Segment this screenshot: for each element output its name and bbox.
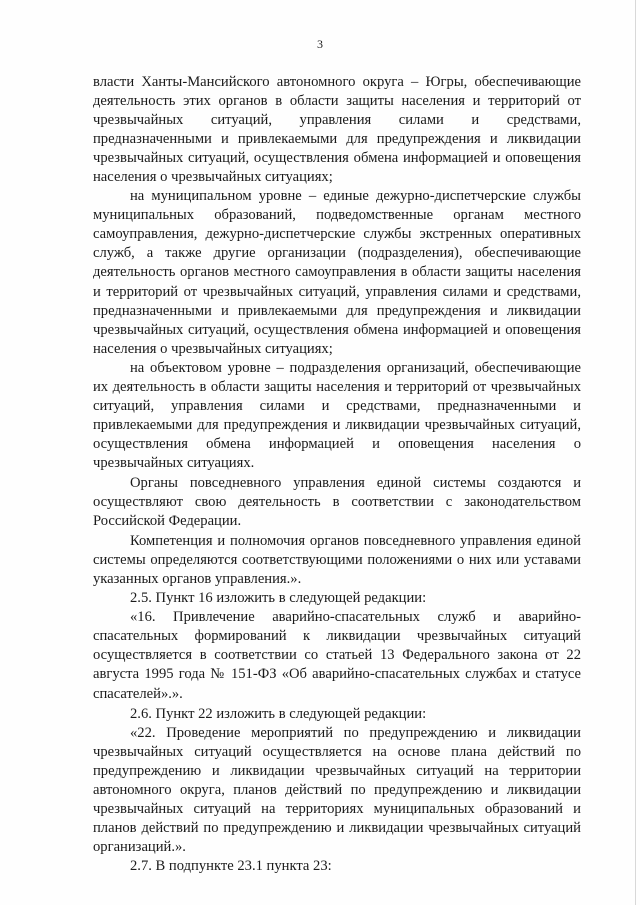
paragraph-item-2-6: 2.6. Пункт 22 изложить в следующей редакции: <box>130 705 427 722</box>
paragraph-regional-level-continuation: власти Ханты-Мансийского автономного округа – Югры, обеспечивающие деятельность этих органов в области защиты населения и территорий от чрезвычайных ситуаций, управления силами и средствами, предназначенными и привлекаемыми для предупреждения и ликвидации чрезвычайных ситуаций, осуществления обмена информацией и оповещения населения о чрезвычайных ситуациях; <box>93 74 581 186</box>
paragraph-competence: Компетенция и полномочия органов повседневного управления единой системы определяются соответствующими положениями о них или уставами указанных органов управления.». <box>93 533 581 588</box>
paragraph-item-2-5: 2.5. Пункт 16 изложить в следующей редакции: <box>130 590 427 607</box>
paragraph-municipal-level: на муниципальном уровне – единые дежурно-диспетчерские службы муниципальных образований, подведомственные органам местного самоуправления, дежурно-диспетчерские службы экстренных оперативных служб, а также другие организации (подразделения), обеспечивающие деятельность органов местного самоуправления в области защиты населения и территорий от чрезвычайных ситуаций, управления силами и средствами, предназначенными и привлекаемыми для предупреждения и ликвидации чрезвычайных ситуаций, осуществления обмена информацией и оповещения населения о чрезвычайных ситуациях; <box>93 188 581 357</box>
paragraph-object-level: на объектовом уровне – подразделения организаций, обеспечивающие их деятельность в области защиты населения и территорий от чрезвычайных ситуаций, управления силами и средствами, предназначенными и привлекаемыми для предупреждения и ликвидации чрезвычайных ситуаций, осуществления обмена информацией и оповещения населения о чрезвычайных ситуациях. <box>93 359 581 471</box>
paragraph-clause-16: «16. Привлечение аварийно-спасательных служб и аварийно-спасательных формирований к ликвидации чрезвычайных ситуаций осуществляется в соответствии со статьей 13 Федерального закона от 22 августа 1995 года № 151-ФЗ «Об аварийно-спасательных службах и статусе спасателей».». <box>93 609 581 702</box>
paragraph-item-2-7: 2.7. В подпункте 23.1 пункта 23: <box>130 857 332 874</box>
document-body <box>93 73 581 876</box>
page-edge <box>635 0 636 905</box>
paragraph-daily-management-bodies: Органы повседневного управления единой системы создаются и осуществляют свою деятельность в соответствии с законодательством Российской Федерации. <box>93 474 581 530</box>
page-number: 3 <box>317 37 323 51</box>
paragraph-clause-22: «22. Проведение мероприятий по предупреждению и ликвидации чрезвычайных ситуаций осуществляется на основе плана действий по предупреждению и ликвидации чрезвычайных ситуаций на территории автономного округа, планов действий по предупреждению и ликвидации чрезвычайных ситуаций на территориях муниципальных образований и планов действий по предупреждению и ликвидации чрезвычайных ситуаций организаций.». <box>93 724 581 855</box>
